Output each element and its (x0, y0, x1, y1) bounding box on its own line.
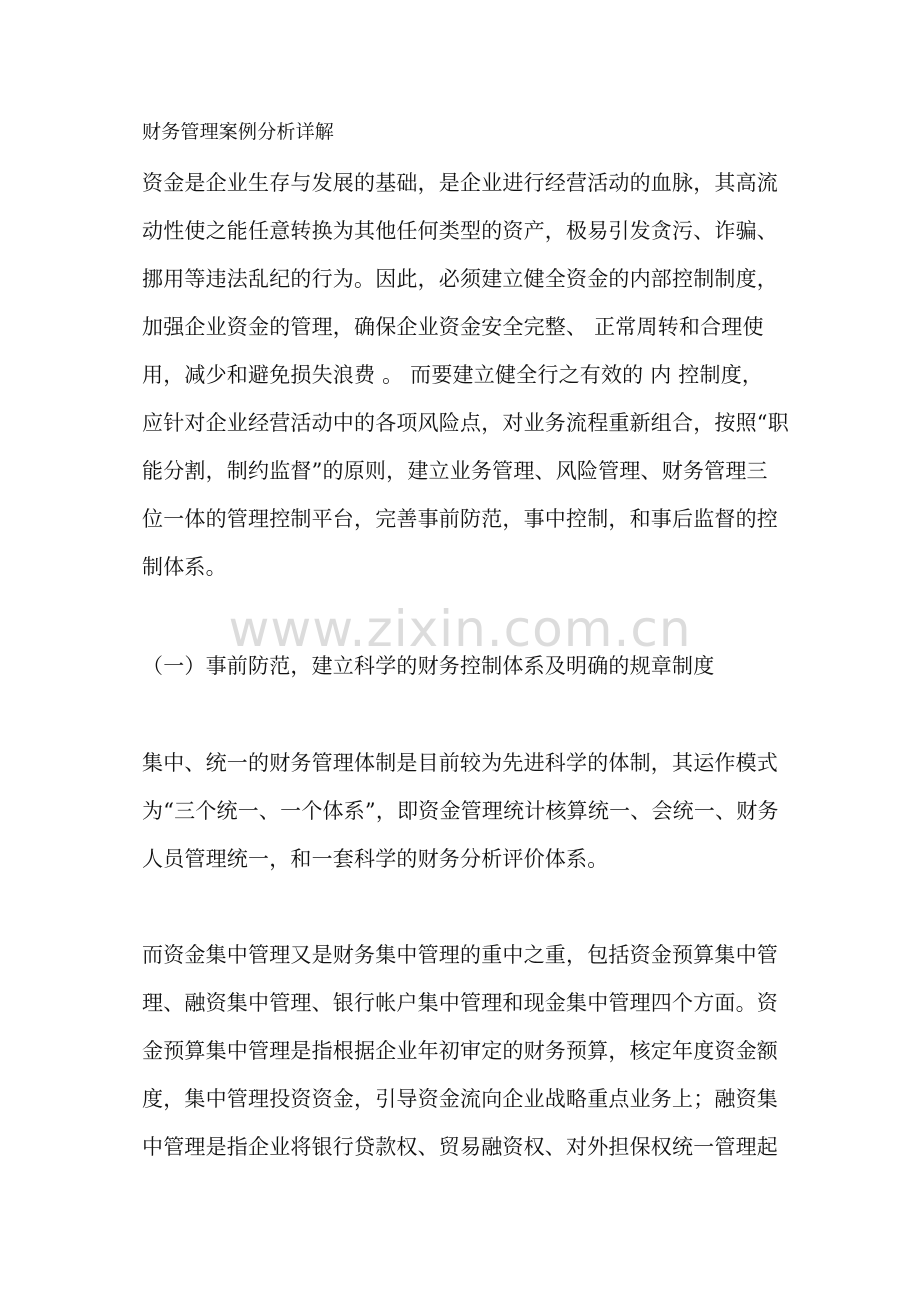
paragraph-line: 动性使之能任意转换为其他任何类型的资产，极易引发贪污、诈骗、 (142, 219, 778, 243)
paragraph-line: 金预算集中管理是指根据企业年初审定的财务预算，核定年度资金额 (142, 1039, 778, 1063)
paragraph-line: 而资金集中管理又是财务集中管理的重中之重，包括资金预算集中管 (142, 943, 778, 967)
watermark: www.zixin.com.cn (228, 600, 692, 658)
paragraph-line: 制体系。 (142, 555, 227, 579)
paragraph-line: 挪用等违法乱纪的行为。因此，必须建立健全资金的内部控制制度， (142, 267, 778, 291)
paragraph-line: 中管理是指企业将银行贷款权、贸易融资权、对外担保权统一管理起 (142, 1135, 778, 1159)
document-title: 财务管理案例分析详解 (142, 121, 335, 143)
paragraph-line: 应针对企业经营活动中的各项风险点，对业务流程重新组合，按照“职 (142, 411, 789, 435)
paragraph-line: 集中、统一的财务管理体制是目前较为先进科学的体制，其运作模式 (142, 751, 778, 775)
paragraph-line: 度，集中管理投资资金，引导资金流向企业战略重点业务上；融资集 (142, 1087, 778, 1111)
paragraph-line: 为“三个统一、一个体系”，即资金管理统计核算统一、会统一、财务 (142, 799, 779, 823)
paragraph-line: 能分割，制约监督”的原则，建立业务管理、风险管理、财务管理三 (142, 459, 768, 483)
paragraph-line: 位一体的管理控制平台，完善事前防范，事中控制，和事后监督的控 (142, 507, 778, 531)
section-heading: （一）事前防范，建立科学的财务控制体系及明确的规章制度 (142, 654, 715, 678)
paragraph-line: 用，减少和避免损失浪费 。 而要建立健全行之有效的 内 控制度， (142, 363, 764, 387)
paragraph-line: 加强企业资金的管理，确保企业资金安全完整、 正常周转和合理使 (142, 315, 764, 339)
paragraph-line: 资金是企业生存与发展的基础，是企业进行经营活动的血脉，其高流 (142, 171, 778, 195)
paragraph-line: 人员管理统一，和一套科学的财务分析评价体系。 (142, 847, 609, 871)
paragraph-line: 理、融资集中管理、银行帐户集中管理和现金集中管理四个方面。资 (142, 991, 778, 1015)
